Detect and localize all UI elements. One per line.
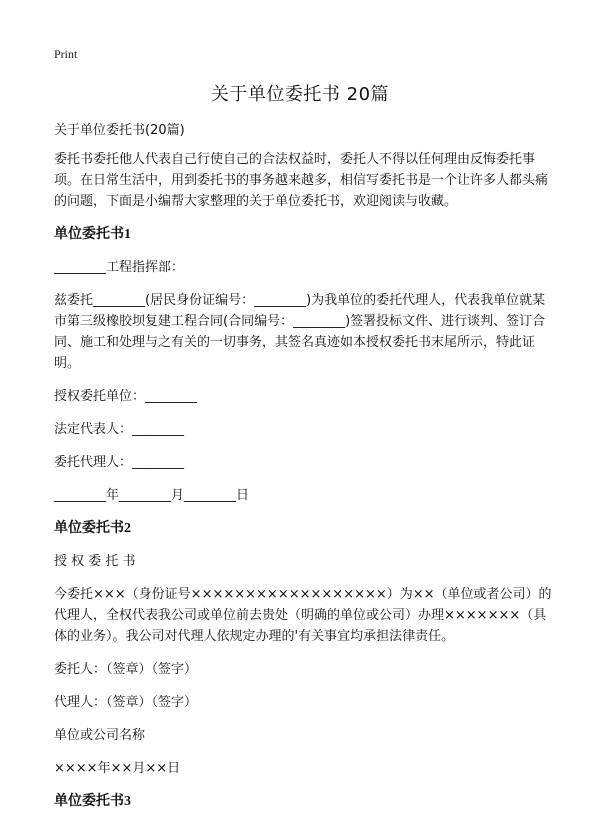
section1-line: ________工程指挥部：	[54, 260, 185, 275]
document-body	[54, 120, 554, 812]
section2-line: ××××年××月××日	[54, 761, 181, 776]
section-heading-1: 单位委托书1	[54, 227, 131, 242]
section1-line: 委托代理人：________	[54, 455, 185, 470]
section-heading-3: 单位委托书3	[54, 794, 131, 809]
print-link[interactable]: Print	[54, 47, 78, 61]
subtitle: 关于单位委托书(20篇)	[54, 123, 185, 138]
section2-line: 今委托×××（身份证号××××××××××××××××××）为××（单位或者公司）的代理人，全权代表我公司或单位前去贵处（明确的单位或公司）办理×××××××（具体的业务）。我公司对代理人依规定办理的'有关事宜均承担法律责任。	[54, 587, 552, 644]
section1-line: 法定代表人：________	[54, 422, 185, 437]
section1-line: 授权委托单位：________	[54, 389, 198, 404]
document-title: 关于单位委托书 20篇	[210, 84, 390, 105]
section1-line: ________年________月________日	[54, 488, 250, 503]
section2-line: 单位或公司名称	[54, 728, 146, 743]
section2-line: 代理人：（签章）（签字）	[54, 695, 198, 710]
section2-line: 授 权 委 托 书	[54, 554, 136, 569]
section2-line: 委托人：（签章）（签字）	[54, 662, 198, 677]
intro-paragraph: 委托书委托他人代表自己行使自己的合法权益时，委托人不得以任何理由反悔委托事项。在日常生活中，用到委托书的事务越来越多，相信写委托书是一个让许多人都头痛的问题，下面是小编帮大家整理的关于单位委托书，欢迎阅读与收藏。	[54, 152, 549, 209]
section-heading-2: 单位委托书2	[54, 521, 131, 536]
section1-line: 兹委托________(居民身份证编号：________)为我单位的委托代理人，代表我单位就某市第三级橡胶坝复建工程合同(合同编号：________)签署投标文件、进行谈判、签订合同、施工和处理与之有关的一切事务，其签名真迹如本授权委托书末尾所示，特此证明。	[54, 293, 546, 371]
